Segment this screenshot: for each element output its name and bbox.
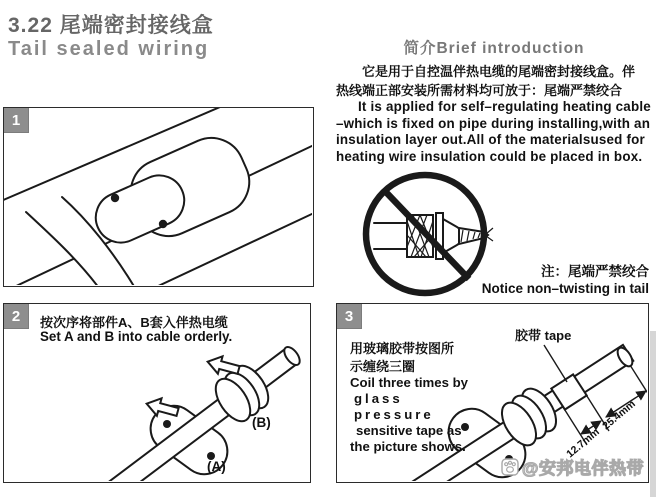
step3-en-line: Coil three times by — [350, 375, 468, 390]
intro-en-line: It is applied for self–regulating heating cable — [358, 99, 651, 114]
step3-number-badge: 3 — [337, 304, 362, 329]
step3-en-line: the picture shows. — [350, 439, 466, 454]
step1-panel — [3, 107, 314, 287]
notice-en: Notice non–twisting in tail — [481, 281, 649, 296]
step3-zh-line: 示缠绕三圈 — [350, 358, 416, 374]
paw-icon — [501, 458, 519, 476]
part-b-label: (B) — [252, 415, 271, 430]
notice-block — [430, 263, 649, 297]
intro-en-line: heating wire insulation could be placed in box. — [336, 148, 643, 164]
step2-number-badge: 2 — [4, 304, 29, 329]
intro-zh-line: 它是用于自控温伴热电缆的尾端密封接线盒。伴 — [362, 64, 636, 79]
watermark-text: @安邦电伴热带 — [521, 459, 644, 478]
step3-instruction — [350, 340, 470, 455]
dim-12-7mm: 12.7mm — [564, 425, 602, 461]
watermark — [501, 454, 644, 479]
part-a-label: (A) — [207, 459, 226, 474]
page-subtitle: Tail sealed wiring — [8, 38, 210, 60]
intro-paragraph-zh — [336, 62, 652, 100]
intro-en-line: –which is fixed on pipe during installing,with an — [336, 115, 651, 131]
step2-instruction-en: Set A and B into cable orderly. — [40, 329, 233, 344]
intro-en-line: insulation layer out.All of the materialsused for — [336, 132, 645, 148]
intro-zh-line: 热线端正部安装所需材料均可放于：尾端严禁绞合 — [336, 83, 623, 98]
step2-panel — [3, 303, 311, 483]
step3-zh-line: 用玻璃胶带按图所 — [350, 341, 455, 356]
page-title: 3.22 尾端密封接线盒 — [8, 14, 214, 37]
dim-25-4mm: 25.4mm — [600, 397, 638, 433]
tape-label: 胶带 tape — [515, 328, 572, 343]
notice-zh: 注：尾端严禁绞合 — [541, 264, 649, 279]
step1-pipe-diagram — [4, 108, 312, 285]
step3-panel — [336, 303, 649, 483]
step2-instruction-zh: 按次序将部件A、B套入伴热电缆 — [40, 315, 228, 330]
intro-heading: 简介Brief introduction — [403, 40, 585, 57]
step1-number-badge: 1 — [4, 108, 29, 133]
step3-en-line: sensitive tape as — [356, 423, 462, 438]
page-edge-strip — [650, 331, 656, 497]
step3-en-line: glass pressure — [354, 391, 434, 422]
intro-paragraph-en — [336, 99, 652, 165]
